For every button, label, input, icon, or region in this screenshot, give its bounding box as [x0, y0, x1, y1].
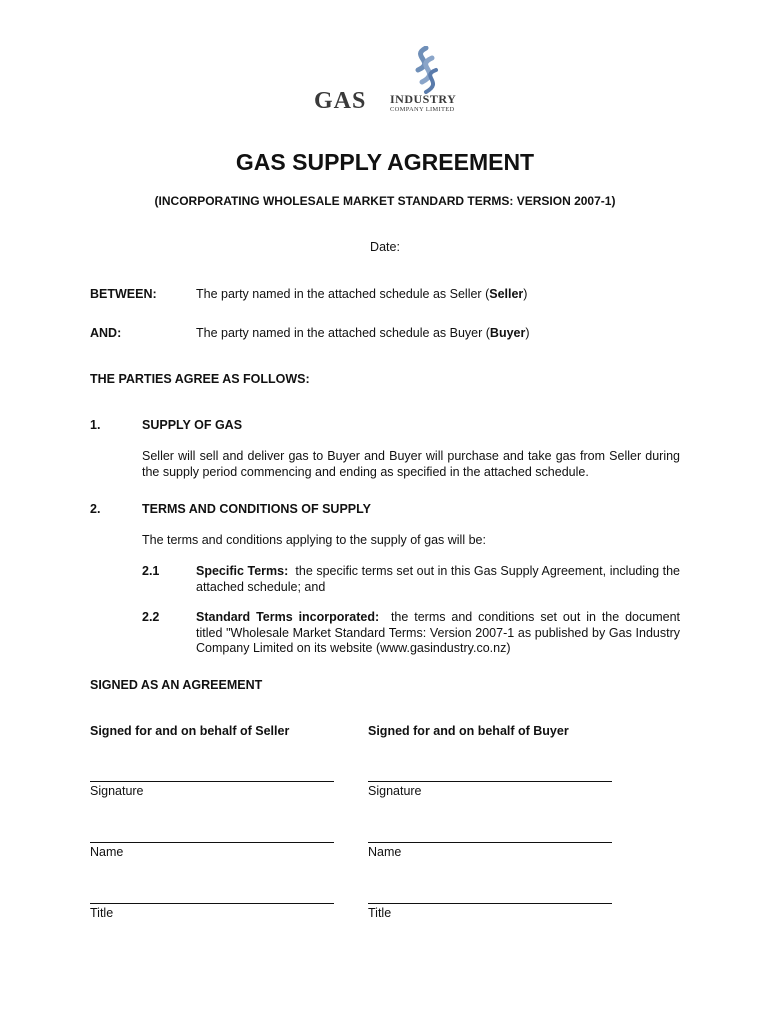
party-text-before: The party named in the attached schedule as Buyer (: [196, 326, 490, 340]
logo-company-text: COMPANY LIMITED: [390, 106, 455, 113]
logo-swirl-icon: [396, 46, 446, 94]
defined-term-seller: Seller: [489, 287, 524, 301]
party-label-between: BETWEEN:: [90, 287, 157, 301]
clause-2-body: The terms and conditions applying to the supply of gas will be:: [142, 533, 486, 547]
clause-1-body: Seller will sell and deliver gas to Buyer and Buyer will purchase and take gas from Seller during the supply period commencing and ending as specified in the attached schedule.: [142, 449, 680, 479]
defined-term-buyer: Buyer: [489, 326, 526, 340]
party-label-and: AND:: [90, 326, 122, 340]
party-text-after: ): [523, 287, 528, 301]
subclause-2-1-body: the specific terms set out in this Gas Supply Agreement, including the attached schedule; and: [196, 564, 680, 594]
document-subtitle: (INCORPORATING WHOLESALE MARKET STANDARD TERMS: VERSION 2007-1): [154, 194, 616, 208]
subclause-2-1-text: [196, 564, 680, 595]
clause-2-number: 2.: [90, 502, 101, 516]
subclause-2-2-term: Standard Terms incorporated:: [196, 610, 380, 624]
buyer-title-line[interactable]: [368, 903, 612, 904]
seller-title-line[interactable]: [90, 903, 334, 904]
seller-name-line[interactable]: [90, 842, 334, 843]
signed-heading: SIGNED AS AN AGREEMENT: [90, 678, 263, 692]
date-label: Date:: [370, 240, 400, 254]
seller-name-caption: Name: [90, 845, 124, 859]
clause-2-heading: TERMS AND CONDITIONS OF SUPPLY: [142, 502, 371, 516]
subclause-2-1-number: 2.1: [142, 564, 160, 578]
buyer-signature-line[interactable]: [368, 781, 612, 782]
clause-1-heading: SUPPLY OF GAS: [142, 418, 243, 432]
buyer-name-line[interactable]: [368, 842, 612, 843]
logo-industry-text: INDUSTRY: [390, 92, 457, 106]
seller-signature-heading: Signed for and on behalf of Seller: [90, 724, 290, 738]
seller-title-caption: Title: [90, 906, 114, 920]
party-text-before: The party named in the attached schedule as Seller (: [196, 287, 490, 301]
gas-industry-logo: [306, 46, 466, 118]
seller-signature-caption: Signature: [90, 784, 144, 798]
subclause-2-2-body: the terms and conditions set out in the document titled "Wholesale Market Standard Terms: Version 2007-1 as published by Gas Industry Company Limited on its website (www.gasindustry.co.nz): [196, 610, 680, 655]
seller-signature-line[interactable]: [90, 781, 334, 782]
buyer-signature-caption: Signature: [368, 784, 422, 798]
document-title: GAS SUPPLY AGREEMENT: [235, 149, 535, 175]
subclause-2-2-number: 2.2: [142, 610, 160, 624]
buyer-title-caption: Title: [368, 906, 392, 920]
party-text-seller: [196, 287, 527, 301]
buyer-name-caption: Name: [368, 845, 402, 859]
party-text-after: ): [525, 326, 530, 340]
logo-gas-text: GAS: [314, 88, 367, 114]
agree-heading: THE PARTIES AGREE AS FOLLOWS:: [90, 372, 310, 386]
subclause-2-2-text: [196, 610, 680, 657]
clause-1-number: 1.: [90, 418, 101, 432]
party-text-buyer: [196, 326, 530, 340]
buyer-signature-heading: Signed for and on behalf of Buyer: [368, 724, 569, 738]
subclause-2-1-term: Specific Terms:: [196, 564, 289, 578]
